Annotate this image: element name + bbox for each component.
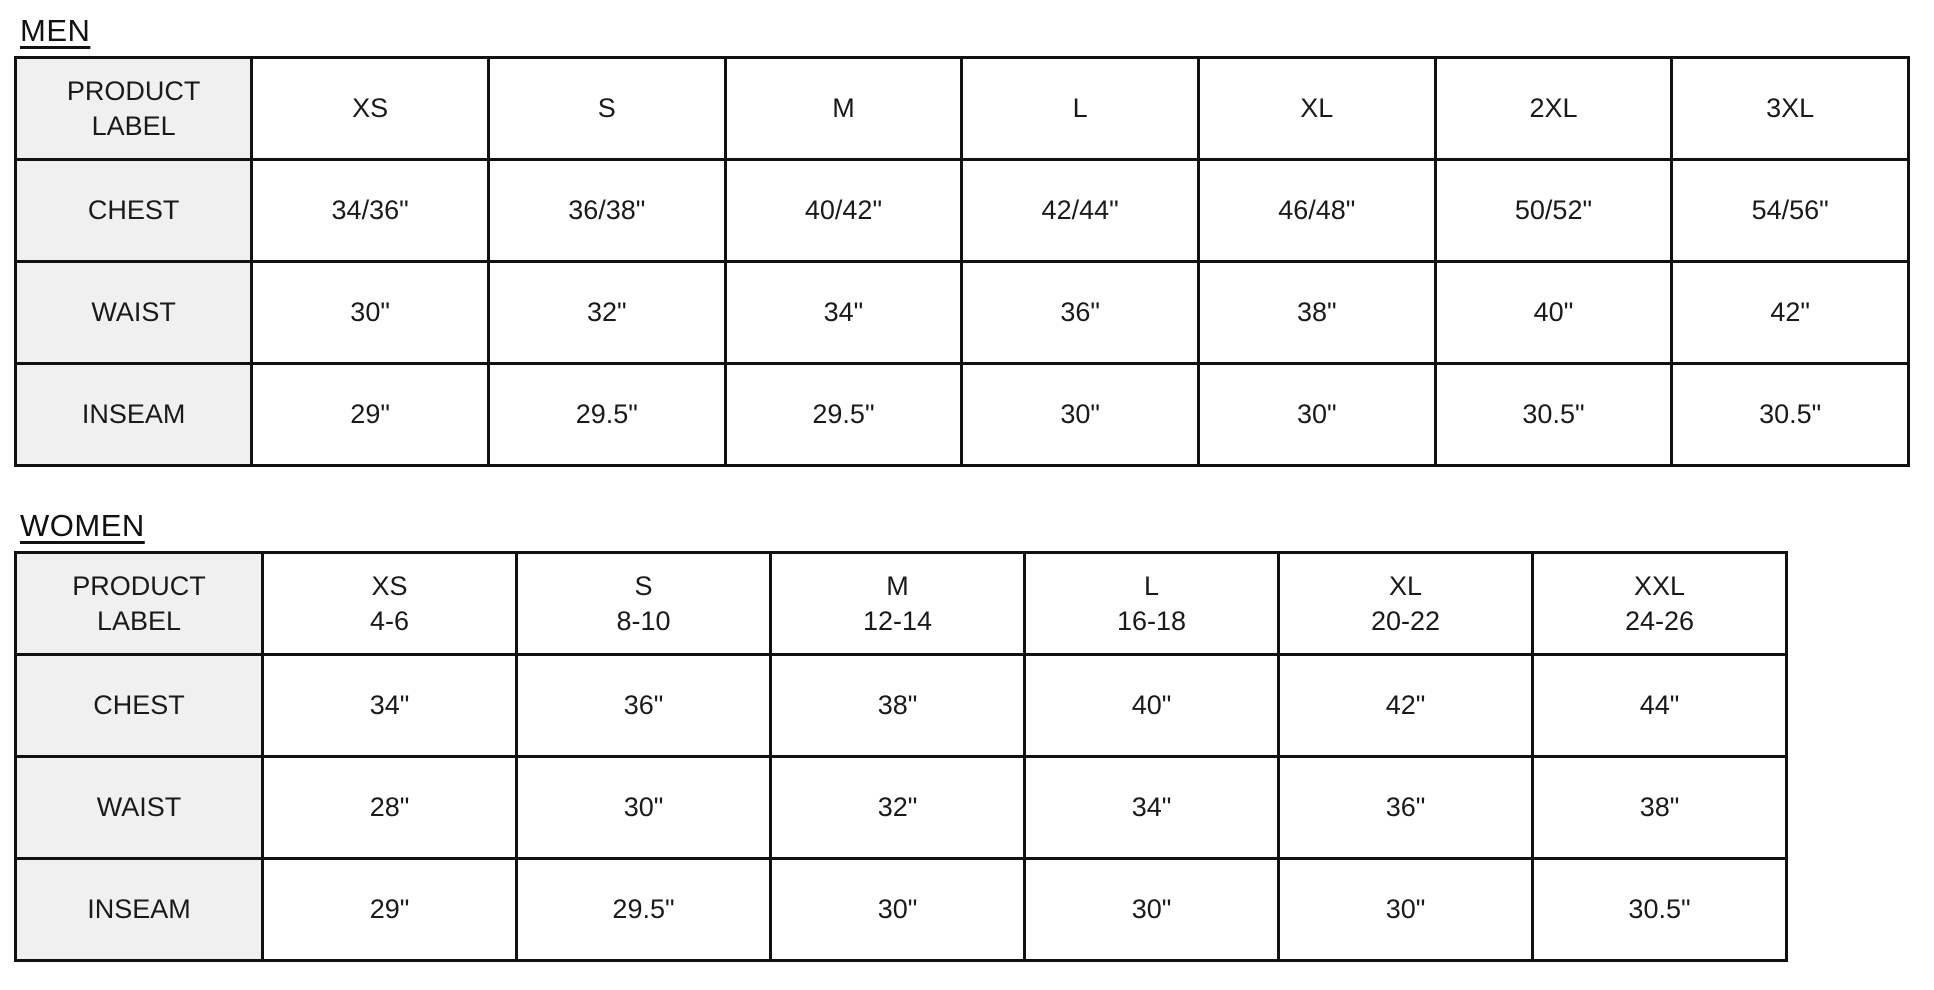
product-label-header [16, 553, 263, 655]
size-header-m-numeric: 12-14 [862, 605, 933, 636]
size-header-2xl: 2XL [1435, 58, 1672, 160]
size-header-s: S [488, 58, 725, 160]
size-header-m-letter: M [886, 571, 909, 602]
size-header-xxl [1533, 553, 1787, 655]
size-header-xl-numeric: 20-22 [1370, 605, 1441, 636]
table-row [16, 859, 1787, 961]
cell-waist-xl: 38" [1198, 262, 1435, 364]
row-label-chest: CHEST [16, 160, 252, 262]
table-row [16, 757, 1787, 859]
row-label-waist: WAIST [16, 757, 263, 859]
table-row [16, 364, 1909, 466]
cell-inseam-xs: 29" [263, 859, 517, 961]
cell-waist-m: 34" [725, 262, 962, 364]
cell-waist-3xl: 42" [1672, 262, 1909, 364]
cell-inseam-l: 30" [1025, 859, 1279, 961]
cell-chest-3xl: 54/56" [1672, 160, 1909, 262]
women-section-title: WOMEN [20, 508, 145, 544]
size-header-xs-letter: XS [371, 571, 408, 602]
size-header-l [1025, 553, 1279, 655]
cell-inseam-l: 30" [962, 364, 1199, 466]
cell-waist-xs: 30" [252, 262, 489, 364]
size-header-l-numeric: 16-18 [1116, 605, 1187, 636]
women-size-table [14, 551, 1788, 962]
row-label-inseam: INSEAM [16, 859, 263, 961]
cell-chest-m: 40/42" [725, 160, 962, 262]
men-size-section [14, 14, 1910, 467]
cell-inseam-xl: 30" [1198, 364, 1435, 466]
row-label-inseam: INSEAM [16, 364, 252, 466]
product-label-header [16, 58, 252, 160]
table-row [16, 262, 1909, 364]
size-header-xs-numeric: 4-6 [369, 605, 410, 636]
cell-inseam-2xl: 30.5" [1435, 364, 1672, 466]
men-section-title: MEN [20, 13, 91, 48]
cell-chest-s: 36/38" [488, 160, 725, 262]
cell-inseam-s: 29.5" [488, 364, 725, 466]
size-header-xxl-letter: XXL [1633, 571, 1686, 602]
size-header-xs [263, 553, 517, 655]
cell-inseam-3xl: 30.5" [1672, 364, 1909, 466]
size-header-xxl-numeric: 24-26 [1624, 605, 1695, 636]
cell-chest-m: 38" [771, 655, 1025, 757]
size-header-m [771, 553, 1025, 655]
size-header-s-letter: S [634, 571, 653, 602]
cell-waist-l: 36" [962, 262, 1199, 364]
cell-waist-2xl: 40" [1435, 262, 1672, 364]
size-header-l: L [962, 58, 1199, 160]
cell-inseam-m: 30" [771, 859, 1025, 961]
row-label-waist: WAIST [16, 262, 252, 364]
cell-waist-s: 30" [517, 757, 771, 859]
cell-chest-2xl: 50/52" [1435, 160, 1672, 262]
cell-chest-xl: 42" [1279, 655, 1533, 757]
product-label-line1: PRODUCT [66, 76, 201, 107]
table-row [16, 160, 1909, 262]
table-header-row [16, 58, 1909, 160]
cell-inseam-s: 29.5" [517, 859, 771, 961]
cell-inseam-xl: 30" [1279, 859, 1533, 961]
cell-waist-xxl: 38" [1533, 757, 1787, 859]
size-header-3xl: 3XL [1672, 58, 1909, 160]
size-header-s [517, 553, 771, 655]
product-label-line1: PRODUCT [72, 571, 206, 602]
cell-waist-l: 34" [1025, 757, 1279, 859]
cell-chest-xxl: 44" [1533, 655, 1787, 757]
size-header-xl-letter: XL [1388, 571, 1423, 602]
cell-chest-xs: 34" [263, 655, 517, 757]
cell-waist-m: 32" [771, 757, 1025, 859]
men-size-table [14, 56, 1910, 467]
cell-waist-s: 32" [488, 262, 725, 364]
size-header-xs: XS [252, 58, 489, 160]
cell-inseam-m: 29.5" [725, 364, 962, 466]
cell-chest-xs: 34/36" [252, 160, 489, 262]
cell-chest-l: 42/44" [962, 160, 1199, 262]
product-label-line2: LABEL [96, 605, 182, 636]
cell-chest-xl: 46/48" [1198, 160, 1435, 262]
cell-waist-xl: 36" [1279, 757, 1533, 859]
table-row [16, 655, 1787, 757]
table-header-row [16, 553, 1787, 655]
cell-inseam-xxl: 30.5" [1533, 859, 1787, 961]
size-header-s-numeric: 8-10 [616, 605, 671, 636]
size-header-xl: XL [1198, 58, 1435, 160]
women-size-section [14, 509, 1910, 962]
size-header-m: M [725, 58, 962, 160]
size-header-xl [1279, 553, 1533, 655]
cell-inseam-xs: 29" [252, 364, 489, 466]
cell-chest-s: 36" [517, 655, 771, 757]
cell-waist-xs: 28" [263, 757, 517, 859]
product-label-line2: LABEL [91, 110, 176, 141]
size-header-l-letter: L [1143, 571, 1160, 602]
row-label-chest: CHEST [16, 655, 263, 757]
cell-chest-l: 40" [1025, 655, 1279, 757]
